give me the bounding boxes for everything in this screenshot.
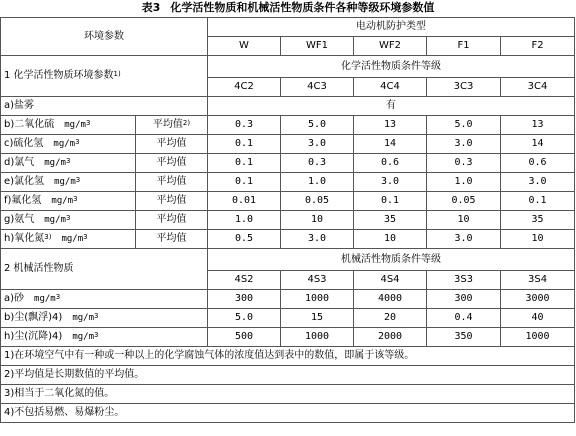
chem-value: 3.0 [427, 135, 501, 154]
stat-label [136, 230, 208, 249]
chem-value: 0.1 [501, 192, 575, 211]
table-row [1, 404, 575, 423]
chem-value: 0.3 [427, 154, 501, 173]
table-row [1, 18, 575, 37]
chem-value: 5.0 [281, 116, 354, 135]
param-name: h)氧化氮 [4, 233, 45, 244]
chem-param-label [1, 154, 136, 173]
mech-value: 500 [208, 328, 281, 347]
chem-value: 10 [427, 211, 501, 230]
chem-value: 35 [354, 211, 427, 230]
footnote: 3)相当于二氧化氮的值。 [1, 385, 575, 404]
mech-value: 2000 [354, 328, 427, 347]
chem-param-label [1, 116, 136, 135]
stat-label [136, 211, 208, 230]
param-unit-sup: 3 [94, 312, 99, 320]
mech-value: 3000 [501, 290, 575, 309]
mech-param-label [1, 309, 208, 328]
mech-value: 5.0 [208, 309, 281, 328]
stat-label [136, 116, 208, 135]
mech-grade: 4S4 [354, 271, 427, 290]
chem-value: 3.0 [501, 173, 575, 192]
chem-grade: 4C4 [354, 78, 427, 97]
table-row [1, 154, 575, 173]
param-unit-sup: 3 [55, 293, 61, 301]
param-name: h)尘(沉降)4) [4, 331, 63, 342]
param-unit-sup: 3 [94, 331, 99, 339]
chem-section-label [1, 56, 208, 97]
chem-value: 10 [281, 211, 354, 230]
salt-value: 有 [208, 97, 575, 116]
protection-type-column: F1 [427, 37, 501, 56]
mech-grade: 3S3 [427, 271, 501, 290]
chem-value: 14 [501, 135, 575, 154]
chem-param-label [1, 173, 136, 192]
table-row [1, 56, 575, 78]
table-row [1, 249, 575, 271]
chem-value: 3.0 [354, 173, 427, 192]
footnote: 4)不包括易燃、易爆粉尘。 [1, 404, 575, 423]
mech-condition-title: 机械活性物质条件等级 [208, 249, 575, 271]
chem-value: 0.05 [427, 192, 501, 211]
chem-section-text: 1 化学活性物质环境参数 [4, 70, 114, 81]
chem-value: 0.05 [281, 192, 354, 211]
protection-type-column: F2 [501, 37, 575, 56]
mech-value: 300 [427, 290, 501, 309]
table-row [1, 211, 575, 230]
table-row [1, 328, 575, 347]
stat-label [136, 135, 208, 154]
chem-value: 0.3 [208, 116, 281, 135]
mech-value: 4000 [354, 290, 427, 309]
mech-section-label: 2 机械活性物质 [1, 249, 208, 290]
mech-value: 1000 [501, 328, 575, 347]
param-unit: mg/m [54, 177, 76, 187]
stat-text: 平均值 [156, 195, 187, 206]
chem-value: 13 [354, 116, 427, 135]
param-unit-sup: 3 [75, 138, 80, 146]
mech-grade: 4S3 [281, 271, 354, 290]
mech-value: 1000 [281, 328, 354, 347]
chem-param-label [1, 211, 136, 230]
table-row [1, 116, 575, 135]
chem-value: 0.1 [354, 192, 427, 211]
stat-text: 平均值 [156, 214, 187, 225]
chem-value: 0.6 [501, 154, 575, 173]
param-unit: mg/m [44, 158, 66, 168]
param-unit-sup: 3 [65, 157, 71, 165]
chem-value: 1.0 [208, 211, 281, 230]
footnote: 1)在环境空气中有一种或一种以上的化学腐蚀气体的浓度值达到表中的数值，即属于该等级。 [1, 347, 575, 366]
chem-value: 0.1 [208, 135, 281, 154]
protection-type-header: 电动机防护类型 [208, 18, 575, 37]
chem-condition-title: 化学活性物质条件等级 [208, 56, 575, 78]
stat-label [136, 173, 208, 192]
mech-param-label [1, 290, 208, 309]
protection-type-column: W [208, 37, 281, 56]
protection-type-column: WF2 [354, 37, 427, 56]
table-row [1, 385, 575, 404]
table-row [1, 192, 575, 211]
mech-value: 15 [281, 309, 354, 328]
protection-type-column: WF1 [281, 37, 354, 56]
table-row [1, 173, 575, 192]
param-unit: mg/m [61, 234, 84, 244]
stat-sup: 2) [182, 119, 191, 127]
chem-value: 0.01 [208, 192, 281, 211]
stat-text: 平均值 [152, 119, 183, 130]
table-row [1, 230, 575, 249]
param-name: a)砂 [4, 293, 25, 304]
param-unit: mg/m [72, 332, 94, 342]
stat-text: 平均值 [156, 157, 187, 168]
param-sup: 3) [44, 233, 52, 241]
mech-value: 350 [427, 328, 501, 347]
table-row [1, 366, 575, 385]
param-unit-sup: 3 [65, 214, 71, 222]
stat-label [136, 192, 208, 211]
chem-value: 10 [354, 230, 427, 249]
param-name: d)氯气 [4, 157, 35, 168]
table-row [1, 309, 575, 328]
param-name: g)氨气 [4, 214, 35, 225]
chem-value: 3.0 [281, 135, 354, 154]
param-unit: mg/m [34, 294, 56, 304]
param-unit: mg/m [72, 313, 95, 323]
stat-text: 平均值 [156, 233, 187, 244]
chem-value: 0.6 [354, 154, 427, 173]
chem-value: 5.0 [427, 116, 501, 135]
param-name: b)二氧化硫 [4, 119, 55, 130]
chem-value: 1.0 [427, 173, 501, 192]
chem-value: 10 [501, 230, 575, 249]
chem-value: 35 [501, 211, 575, 230]
param-unit: mg/m [51, 196, 74, 206]
stat-text: 平均值 [156, 138, 187, 149]
mech-value: 1000 [281, 290, 354, 309]
chem-value: 3.0 [281, 230, 354, 249]
mech-value: 300 [208, 290, 281, 309]
table-row [1, 97, 575, 116]
param-name: b)尘(飘浮)4) [4, 312, 63, 323]
chem-value: 0.1 [208, 154, 281, 173]
param-name: f)氟化氢 [4, 195, 42, 206]
chem-value: 13 [501, 116, 575, 135]
mech-value: 40 [501, 309, 575, 328]
chem-value: 3.0 [427, 230, 501, 249]
param-unit: mg/m [64, 120, 86, 130]
mech-value: 0.4 [427, 309, 501, 328]
chem-section-sup: 1) [113, 70, 121, 78]
param-name: e)氯化氢 [4, 176, 45, 187]
chem-grade: 4C3 [281, 78, 354, 97]
table-title-text: 化学活性物质和机械活性物质条件各种等级环境参数值 [170, 1, 435, 14]
stat-text: 平均值 [156, 176, 187, 187]
chem-param-label [1, 230, 136, 249]
chem-grade: 4C2 [208, 78, 281, 97]
chem-grade: 3C4 [501, 78, 575, 97]
chem-value: 14 [354, 135, 427, 154]
param-name: c)硫化氢 [4, 138, 44, 149]
stat-label [136, 154, 208, 173]
chem-value: 0.3 [281, 154, 354, 173]
table-row [1, 347, 575, 366]
environment-parameter-table [0, 17, 575, 423]
param-unit: mg/m [53, 139, 76, 149]
param-unit: mg/m [44, 215, 66, 225]
salt-label: a)盐雾 [1, 97, 208, 116]
table-title [0, 0, 576, 16]
chem-value: 0.1 [208, 173, 281, 192]
mech-param-label [1, 328, 208, 347]
table-number: 表3 [141, 1, 161, 14]
mech-grade: 3S4 [501, 271, 575, 290]
table-row [1, 290, 575, 309]
chem-value: 0.5 [208, 230, 281, 249]
footnote: 2)平均值是长期数值的平均值。 [1, 366, 575, 385]
chem-grade: 3C3 [427, 78, 501, 97]
param-unit-sup: 3 [83, 233, 88, 241]
env-param-header: 环境参数 [1, 18, 208, 56]
param-unit-sup: 3 [73, 195, 78, 203]
chem-param-label [1, 135, 136, 154]
mech-value: 20 [354, 309, 427, 328]
table-row [1, 135, 575, 154]
mech-grade: 4S2 [208, 271, 281, 290]
chem-param-label [1, 192, 136, 211]
param-unit-sup: 3 [85, 119, 91, 127]
chem-value: 1.0 [281, 173, 354, 192]
param-unit-sup: 3 [75, 176, 81, 184]
